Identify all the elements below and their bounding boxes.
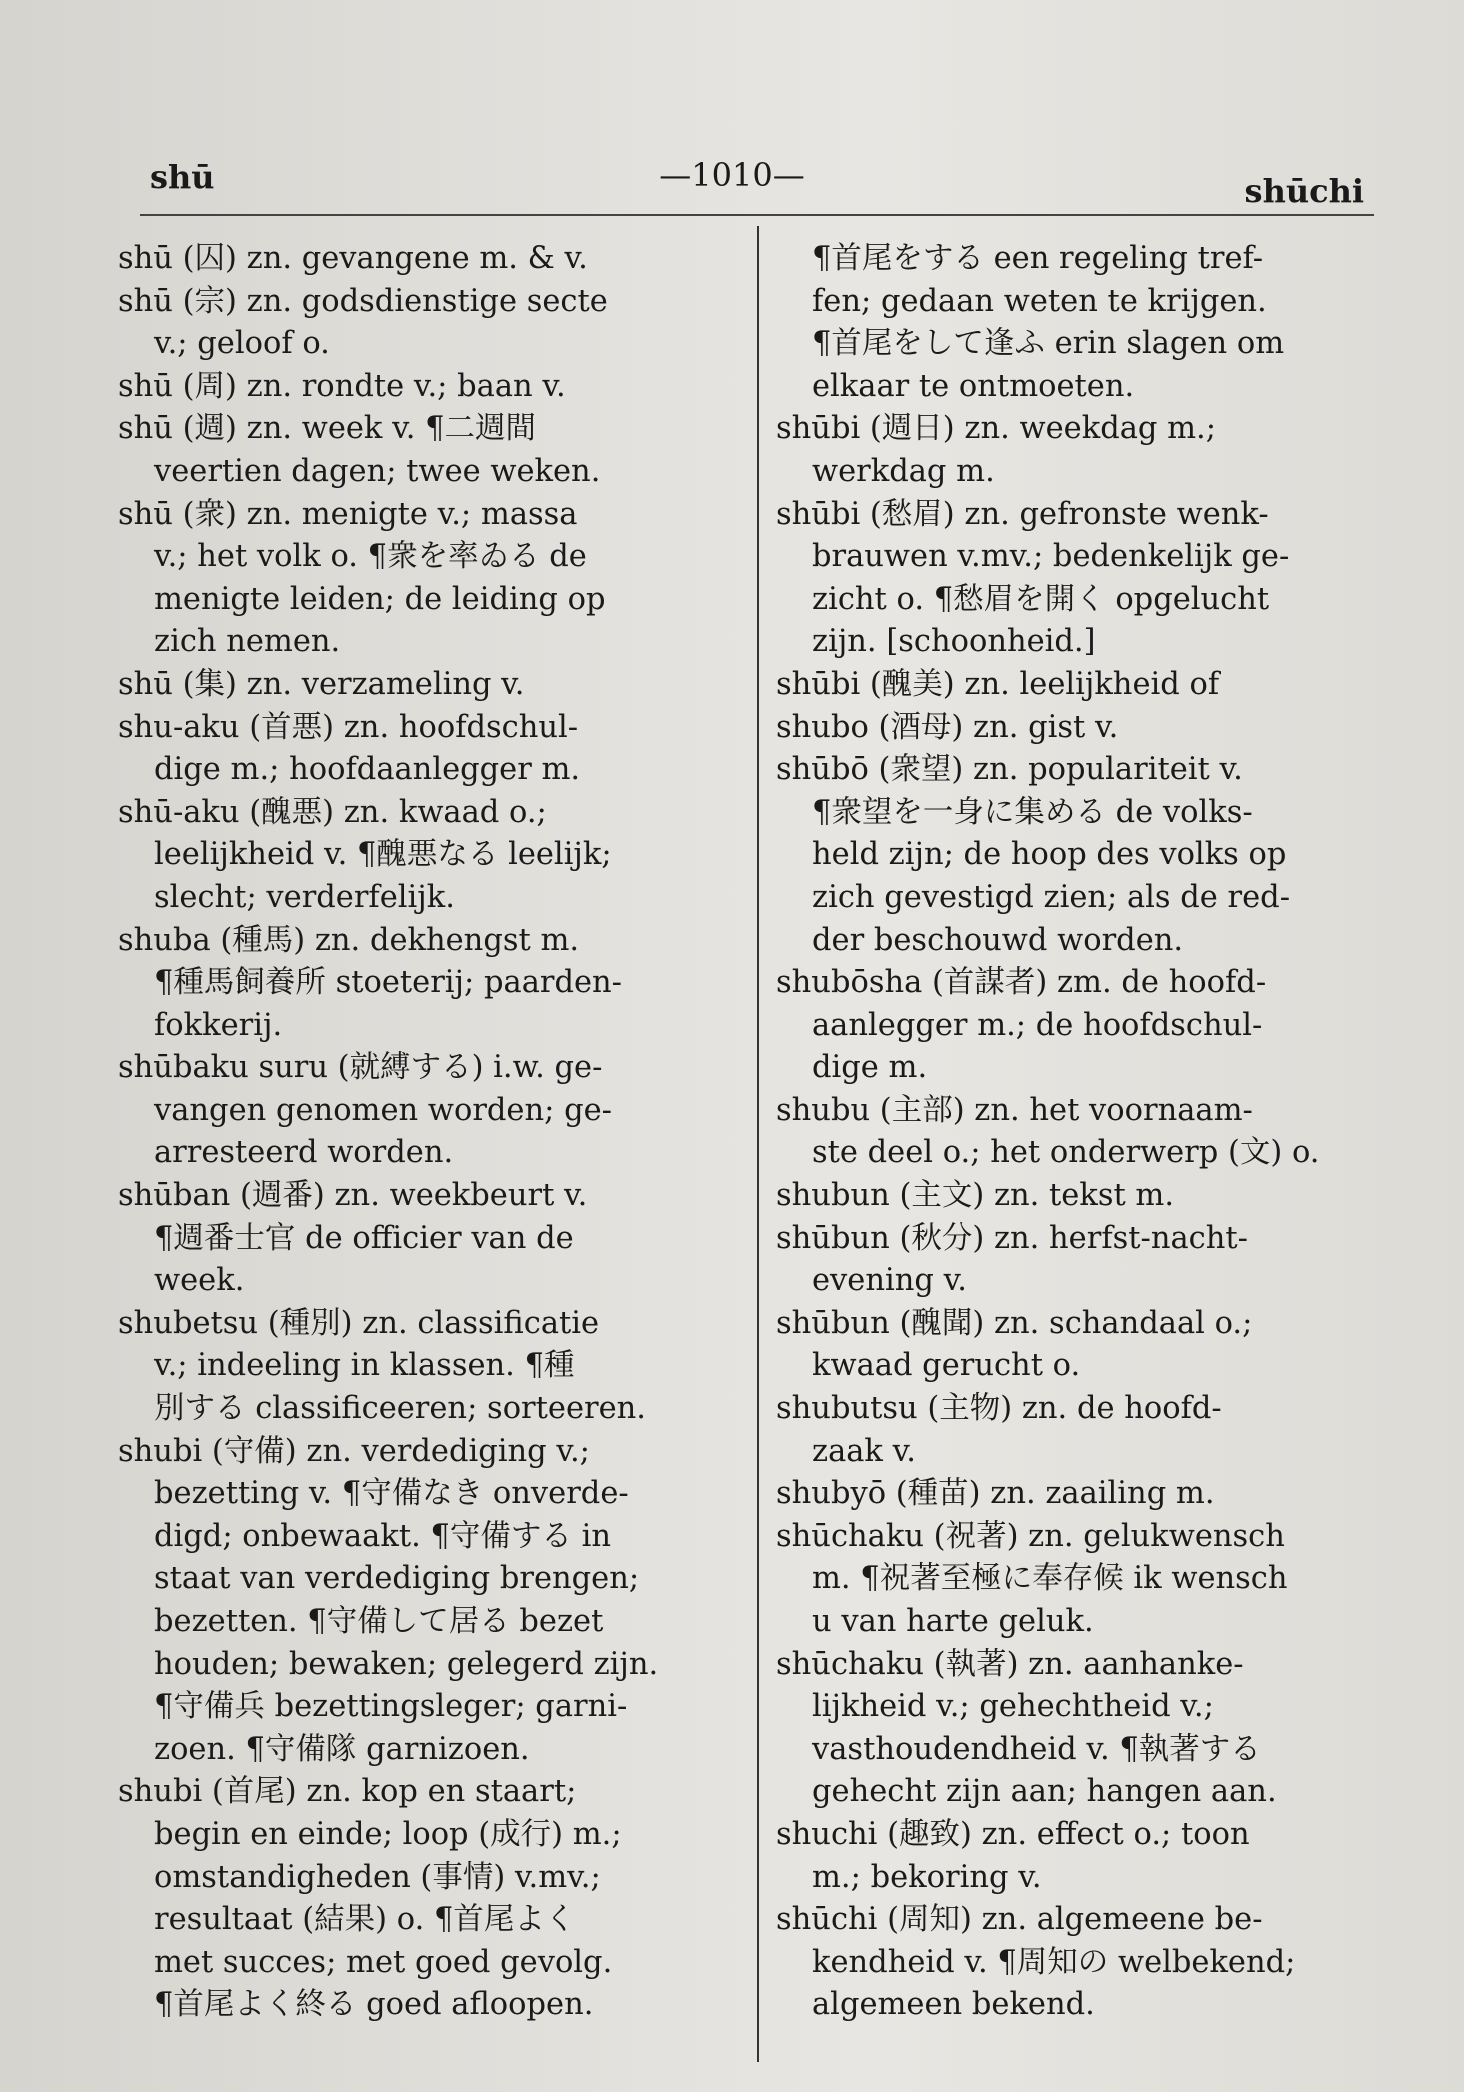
entry-headline: shūchaku (祝著) zn. gelukwensch <box>776 1518 1285 1554</box>
entry-continuation: ¶衆望を一身に集める de volks- <box>812 794 1253 830</box>
entry-continuation: staat van verdediging brengen; <box>154 1561 640 1597</box>
left-column <box>118 238 734 2027</box>
entry-headline: shubi (首尾) zn. kop en staart; <box>118 1774 577 1810</box>
entry-continuation: bezetting v. ¶守備なき onverde- <box>154 1476 629 1512</box>
dictionary-entry <box>776 1644 1386 1814</box>
entry-continuation: vangen genomen worden; ge- <box>154 1092 612 1128</box>
entry-headline: ¶首尾をする een regeling tref- <box>812 241 1264 276</box>
entry-continuation: aanlegger m.; de hoofdschul- <box>812 1007 1263 1043</box>
dictionary-entry <box>118 494 734 664</box>
entry-continuation: houden; bewaken; gelegerd zijn. <box>154 1646 659 1682</box>
dictionary-entry <box>776 1218 1386 1303</box>
dictionary-entry <box>118 707 734 792</box>
dictionary-entry <box>776 1473 1386 1516</box>
entry-headline: shūbi (週日) zn. weekdag m.; <box>776 411 1217 447</box>
dictionary-entry <box>118 792 734 920</box>
entry-headline: shubōsha (首謀者) zm. de hoofd- <box>776 965 1267 1001</box>
page-number: —1010— <box>659 156 805 194</box>
dictionary-entry <box>118 1175 734 1303</box>
entry-headline: shū (宗) zn. godsdienstige secte <box>118 283 608 319</box>
entry-continuation: ¶首尾よく終る goed afloopen. <box>154 1987 594 2023</box>
entry-headline: shubetsu (種別) zn. classificatie <box>118 1305 600 1341</box>
entry-continuation: algemeen bekend. <box>812 1987 1095 2023</box>
entry-continuation: zicht o. ¶愁眉を開く opgelucht <box>812 581 1270 617</box>
dictionary-entry <box>776 1814 1386 1899</box>
entry-headline: shū-aku (醜悪) zn. kwaad o.; <box>118 794 547 830</box>
entry-continuation: dige m.; hoofdaanlegger m. <box>154 752 581 788</box>
entry-continuation: ¶首尾をして逢ふ erin slagen om <box>812 326 1285 362</box>
header-left-guideword: shū <box>150 158 215 196</box>
entry-continuation: fokkerij. <box>154 1007 283 1043</box>
entry-continuation: vasthoudendheid v. ¶執著する <box>812 1731 1261 1767</box>
dictionary-entry <box>118 1047 734 1175</box>
dictionary-entry <box>118 664 734 707</box>
header-right-guideword: shūchi <box>1244 172 1364 210</box>
dictionary-entry <box>118 1431 734 1772</box>
entry-continuation: menigte leiden; de leiding op <box>154 581 606 617</box>
dictionary-entry <box>776 1899 1386 2027</box>
entry-headline: shubun (主文) zn. tekst m. <box>776 1178 1175 1214</box>
dictionary-entry <box>118 238 734 281</box>
entry-headline: shubi (守備) zn. verdediging v.; <box>118 1433 590 1469</box>
dictionary-entry <box>776 749 1386 962</box>
entry-headline: shūbun (秋分) zn. herfst-nacht- <box>776 1220 1248 1256</box>
entry-headline: shūbi (醜美) zn. leelijkheid of <box>776 666 1220 702</box>
entry-headline: shūchi (周知) zn. algemeene be- <box>776 1902 1263 1938</box>
dictionary-entry <box>776 707 1386 750</box>
entry-headline: shubu (主部) zn. het voornaam- <box>776 1092 1253 1128</box>
dictionary-entry <box>776 664 1386 707</box>
entry-continuation: slecht; verderfelijk. <box>154 879 455 915</box>
dictionary-entry <box>776 1303 1386 1388</box>
entry-headline: shūbaku suru (就縛する) i.w. ge- <box>118 1050 603 1086</box>
dictionary-entry <box>776 408 1386 493</box>
entry-continuation: begin en einde; loop (成行) m.; <box>154 1816 622 1852</box>
entry-continuation: m. ¶祝著至極に奉存候 ik wensch <box>812 1561 1288 1597</box>
entry-headline: shū (囚) zn. gevangene m. & v. <box>118 241 588 276</box>
right-column <box>776 238 1386 2027</box>
entry-continuation: met succes; met goed gevolg. <box>154 1944 613 1980</box>
entry-headline: shūbō (衆望) zn. populariteit v. <box>776 752 1243 788</box>
dictionary-entry <box>776 1175 1386 1218</box>
entry-headline: shubo (酒母) zn. gist v. <box>776 709 1119 745</box>
entry-continuation: week. <box>154 1263 245 1299</box>
entry-continuation: digd; onbewaakt. ¶守備する in <box>154 1518 611 1554</box>
entry-continuation: 別する classificeeren; sorteeren. <box>154 1391 646 1427</box>
entry-continuation: zaak v. <box>812 1433 916 1469</box>
entry-headline: shū (集) zn. verzameling v. <box>118 666 525 702</box>
entry-headline: shūchaku (執著) zn. aanhanke- <box>776 1646 1244 1682</box>
entry-headline: shū (週) zn. week v. ¶二週間 <box>118 411 537 447</box>
dictionary-entry <box>776 238 1386 408</box>
entry-headline: shubyō (種苗) zn. zaailing m. <box>776 1476 1215 1512</box>
dictionary-entry <box>776 1090 1386 1175</box>
entry-continuation: evening v. <box>812 1263 967 1299</box>
entry-headline: shū (周) zn. rondte v.; baan v. <box>118 368 566 404</box>
entry-continuation: zoen. ¶守備隊 garnizoen. <box>154 1731 530 1767</box>
entry-headline: shūban (週番) zn. weekbeurt v. <box>118 1178 588 1214</box>
column-divider <box>757 226 759 2062</box>
entry-continuation: kendheid v. ¶周知の welbekend; <box>812 1944 1296 1980</box>
entry-continuation: lijkheid v.; gehechtheid v.; <box>812 1689 1214 1725</box>
entry-headline: shubutsu (主物) zn. de hoofd- <box>776 1391 1222 1427</box>
entry-continuation: v.; indeeling in klassen. ¶種 <box>154 1348 575 1384</box>
entry-continuation: held zijn; de hoop des volks op <box>812 837 1287 873</box>
entry-continuation: v.; geloof o. <box>154 326 330 362</box>
entry-headline: shūbi (愁眉) zn. gefronste wenk- <box>776 496 1269 532</box>
dictionary-entry <box>118 408 734 493</box>
entry-headline: shū (衆) zn. menigte v.; massa <box>118 496 578 532</box>
entry-continuation: bezetten. ¶守備して居る bezet <box>154 1604 604 1639</box>
entry-headline: shūbun (醜聞) zn. schandaal o.; <box>776 1305 1253 1341</box>
entry-continuation: zich gevestigd zien; als de red- <box>812 879 1291 915</box>
entry-continuation: m.; bekoring v. <box>812 1859 1042 1895</box>
dictionary-entry <box>118 1303 734 1431</box>
entry-continuation: dige m. <box>812 1050 928 1086</box>
entry-continuation: v.; het volk o. ¶衆を率ゐる de <box>154 539 587 575</box>
entry-continuation: kwaad gerucht o. <box>812 1348 1081 1384</box>
entry-headline: shuchi (趣致) zn. effect o.; toon <box>776 1816 1250 1852</box>
entry-continuation: brauwen v.mv.; bedenkelijk ge- <box>812 539 1290 575</box>
dictionary-entry <box>776 1388 1386 1473</box>
entry-continuation: veertien dagen; twee weken. <box>154 453 601 489</box>
entry-continuation: zijn. [schoonheid.] <box>812 624 1096 660</box>
entry-continuation: elkaar te ontmoeten. <box>812 368 1135 404</box>
entry-continuation: ¶守備兵 bezettingsleger; garni- <box>154 1689 628 1725</box>
entry-continuation: omstandigheden (事情) v.mv.; <box>154 1859 601 1895</box>
entry-continuation: leelijkheid v. ¶醜悪なる leelijk; <box>154 837 612 873</box>
entry-continuation: ste deel o.; het onderwerp (文) o. <box>812 1135 1320 1171</box>
entry-continuation: fen; gedaan weten te krijgen. <box>812 283 1267 319</box>
entry-continuation: der beschouwd worden. <box>812 922 1184 958</box>
entry-continuation: gehecht zijn aan; hangen aan. <box>812 1774 1277 1810</box>
entry-continuation: arresteerd worden. <box>154 1135 454 1171</box>
dictionary-entry <box>118 920 734 1048</box>
entry-headline: shu-aku (首悪) zn. hoofdschul- <box>118 709 579 745</box>
entry-continuation: ¶種馬飼養所 stoeterij; paarden- <box>154 965 622 1001</box>
dictionary-entry <box>776 1516 1386 1644</box>
dictionary-entry <box>118 1771 734 2027</box>
entry-headline: shuba (種馬) zn. dekhengst m. <box>118 922 580 958</box>
entry-continuation: resultaat (結果) o. ¶首尾よく <box>154 1902 576 1938</box>
dictionary-entry <box>776 494 1386 664</box>
entry-continuation: werkdag m. <box>812 453 995 489</box>
entry-continuation: u van harte geluk. <box>812 1604 1094 1639</box>
dictionary-entry <box>776 962 1386 1090</box>
header-rule <box>140 214 1374 216</box>
entry-continuation: ¶週番士官 de officier van de <box>154 1220 574 1256</box>
dictionary-entry <box>118 281 734 366</box>
dictionary-entry <box>118 366 734 409</box>
entry-continuation: zich nemen. <box>154 624 341 660</box>
